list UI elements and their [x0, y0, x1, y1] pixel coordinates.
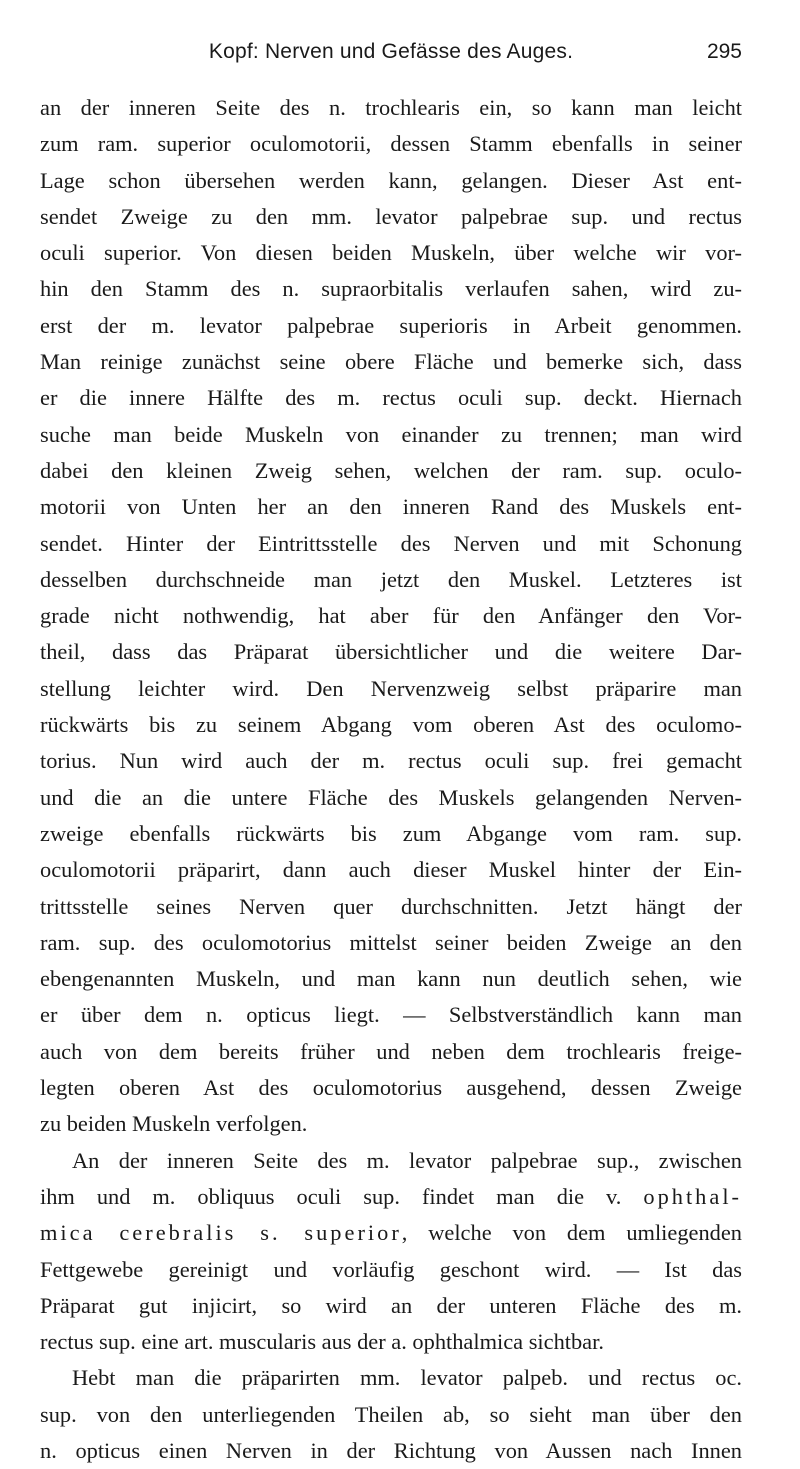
text-line: sendet. Hinter der Eintrittsstelle des Nerven und mit Schonung [40, 530, 742, 556]
text-line: dabei den kleinen Zweig sehen, welchen der ram. sup. oculo- [40, 457, 742, 483]
text-line [40, 1179, 742, 1215]
text-line: rückwärts bis zu seinem Abgang vom oberen Ast des oculomo- [40, 712, 742, 738]
paragraph-3 [40, 1360, 742, 1469]
text-line: ram. sup. des oculomotorius mittelst seiner beiden Zweige an den [40, 929, 742, 955]
text-line: stellung leichter wird. Den Nervenzweig selbst präparire man [40, 675, 742, 701]
text-line: zweige ebenfalls rückwärts bis zum Abgange vom ram. sup. [40, 820, 742, 846]
text-line: ebengenannten Muskeln, und man kann nun deutlich sehen, wie [40, 966, 742, 992]
text-line: oculomotorii präparirt, dann auch dieser Muskel hinter der Ein- [40, 857, 742, 883]
paragraph-2 [40, 1143, 742, 1361]
spaced-term: ophthal- [643, 1183, 742, 1209]
text-line: oculi superior. Von diesen beiden Muskeln, über welche wir vor- [40, 240, 742, 266]
text-line: Hebt man die präparirten mm. levator palpeb. und rectus oc. [72, 1365, 742, 1391]
text-line: torius. Nun wird auch der m. rectus oculi sup. frei gemacht [40, 748, 742, 774]
text-line: desselben durchschneide man jetzt den Muskel. Letzteres ist [40, 566, 742, 592]
text-line: auch von dem bereits früher und neben dem trochlearis freige- [40, 1038, 742, 1064]
text-line: legten oberen Ast des oculomotorius ausgehend, dessen Zweige [40, 1075, 742, 1101]
body-text [40, 90, 742, 1469]
running-head [40, 40, 742, 80]
text-line: n. opticus einen Nerven in der Richtung von Aussen nach Innen [40, 1437, 742, 1463]
text-line: und die an die untere Fläche des Muskels gelangenden Nerven- [40, 784, 742, 810]
text-line: sup. von den unterliegenden Theilen ab, so sieht man über den [40, 1401, 742, 1427]
page-number: 295 [706, 40, 742, 63]
text-run: , welche von dem umliegenden [401, 1220, 742, 1246]
text-line: er über dem n. opticus liegt. — Selbstverständlich kann man [40, 1002, 742, 1028]
text-line: Lage schon übersehen werden kann, gelangen. Dieser Ast ent- [40, 167, 742, 193]
paragraph-1 [40, 90, 742, 1143]
text-line: hin den Stamm des n. supraorbitalis verlaufen sahen, wird zu- [40, 276, 742, 302]
text-line: er die innere Hälfte des m. rectus oculi sup. deckt. Hiernach [40, 385, 742, 411]
running-head-title: Kopf: Nerven und Gefässe des Auges. [208, 40, 574, 63]
text-line: Fettgewebe gereinigt und vorläufig geschont wird. — Ist das [40, 1256, 742, 1282]
text-line [40, 1215, 742, 1251]
spaced-term: mica cerebralis s. superior [40, 1220, 402, 1246]
text-line: sendet Zweige zu den mm. levator palpebrae sup. und rectus [40, 203, 742, 229]
text-line: an der inneren Seite des n. trochlearis ein, so kann man leicht [40, 95, 742, 120]
text-line: erst der m. levator palpebrae superioris in Arbeit genommen. [40, 312, 742, 338]
text-line: zum ram. superior oculomotorii, dessen Stamm ebenfalls in seiner [40, 131, 742, 157]
text-run: ihm und m. obliquus oculi sup. findet man die v. [40, 1183, 622, 1209]
text-line: grade nicht nothwendig, hat aber für den Anfänger den Vor- [40, 603, 742, 629]
text-line: Man reinige zunächst seine obere Fläche und bemerke sich, dass [40, 349, 742, 375]
text-line: suche man beide Muskeln von einander zu trennen; man wird [40, 421, 742, 447]
text-line: An der inneren Seite des m. levator palpebrae sup., zwischen [72, 1147, 742, 1173]
text-line: zu beiden Muskeln verfolgen. [40, 1111, 308, 1137]
text-line: Präparat gut injicirt, so wird an der unteren Fläche des m. [40, 1292, 742, 1318]
text-line: trittsstelle seines Nerven quer durchschnitten. Jetzt hängt der [40, 893, 742, 919]
text-line: motorii von Unten her an den inneren Rand des Muskels ent- [40, 494, 742, 520]
text-line: rectus sup. eine art. muscularis aus der a. ophthalmica sichtbar. [40, 1329, 604, 1355]
text-line: theil, dass das Präparat übersichtlicher und die weitere Dar- [40, 639, 742, 665]
